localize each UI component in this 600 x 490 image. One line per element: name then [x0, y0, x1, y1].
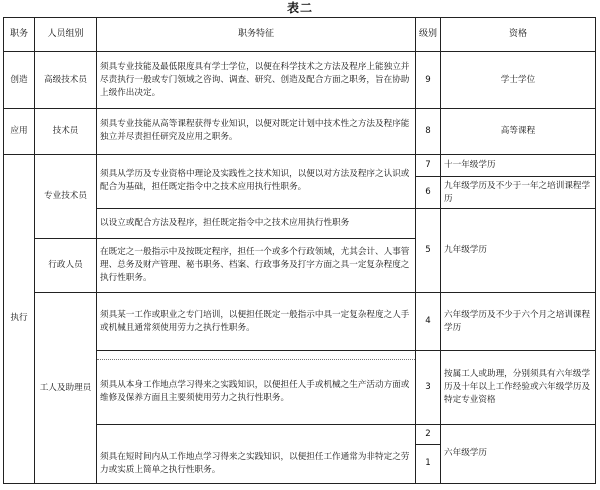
- cell-feature: 须具某一工作或职业之专门培训，以便担任既定一般指示中具一定复杂程度之人手或机械且通常须使用劳力之执行性职务。: [97, 293, 416, 351]
- cell-duty: 创造: [4, 52, 35, 109]
- cell-qualification: 按属工人或助理，分别须具有六年级学历及十年以上工作经验或六年级学历及特定专业资格: [441, 351, 596, 425]
- cell-qualification: 九年级学历及不少于一年之培训课程学历: [441, 177, 596, 208]
- cell-qualification: 十一年级学历: [441, 154, 596, 177]
- table-row: [4, 52, 596, 109]
- cell-grade: 5: [416, 208, 441, 293]
- cell-feature: 须具从本身工作地点学习得来之实践知识，以便担任人手或机械之生产活动方面或维修及保养方面且主要须使用劳力之执行性职务。: [97, 359, 416, 424]
- cell-grade: 7: [416, 154, 441, 177]
- cell-duty: 应用: [4, 109, 35, 155]
- table-row: [4, 109, 596, 155]
- cell-grade: 4: [416, 293, 441, 351]
- cell-grade: 1: [416, 444, 441, 483]
- cell-grade: 3: [416, 351, 441, 425]
- cell-feature: 在既定之一般指示中及按既定程序，担任一个或多个行政领域，尤其会计、人事管理、总务及财产管理、秘书职务、档案、行政事务及打字方面之具一定复杂程度之执行性职务。: [97, 238, 416, 293]
- table-row: [4, 154, 596, 177]
- table-title: 表二: [286, 1, 313, 15]
- cell-grade: 9: [416, 52, 441, 109]
- header-group: 人员组别: [35, 18, 97, 52]
- header-grade: 级别: [416, 18, 441, 52]
- header-feature: 职务特征: [97, 18, 416, 52]
- header-duty: 职务: [4, 18, 35, 52]
- table-row: [4, 293, 596, 351]
- cell-group: 工人及助理员: [35, 293, 97, 484]
- cell-grade: 6: [416, 177, 441, 208]
- cell-qualification: 六年级学历: [441, 424, 596, 483]
- cell-grade: 8: [416, 109, 441, 155]
- cell-group: 专业技术员: [35, 154, 97, 238]
- cell-group: 技术员: [35, 109, 97, 155]
- job-classification-table: [3, 17, 596, 484]
- cell-qualification: 六年级学历及不少于六个月之培训课程学历: [441, 293, 596, 351]
- cell-feature: 须具专业技能及最低限度具有学士学位，以便在科学技术之方法及程序上能独立并尽责执行一般或专门领域之咨询、调查、研究、创造及配合方面之职务，旨在协助上级作出决定。: [97, 52, 416, 109]
- cell-feature: 须具在短时间内从工作地点学习得来之实践知识，以便担任工作通常为非特定之劳力或实质上简单之执行性职务。: [97, 444, 416, 483]
- cell-feature-empty: [97, 351, 416, 359]
- cell-feature-empty: [97, 424, 416, 444]
- cell-grade: 2: [416, 424, 441, 444]
- cell-qualification: 学士学位: [441, 52, 596, 109]
- header-qualification: 资格: [441, 18, 596, 52]
- cell-qualification: 高等课程: [441, 109, 596, 155]
- cell-group: 行政人员: [35, 238, 97, 293]
- cell-feature: 须具从学历及专业资格中理论及实践性之技术知识，以便以对方法及程序之认识或配合为基础，担任既定指令中之技术应用执行性职务。: [97, 154, 416, 208]
- cell-group: 高级技术员: [35, 52, 97, 109]
- cell-feature: 以设立或配合方法及程序，担任既定指令中之技术应用执行性职务: [97, 208, 416, 238]
- cell-qualification: 九年级学历: [441, 208, 596, 293]
- cell-duty-execute: 执行: [4, 154, 35, 483]
- cell-feature: 须具专业技能从高等课程获得专业知识，以便对既定计划中技术性之方法及程序能独立并尽责担任研究及应用之职务。: [97, 109, 416, 155]
- header-row: [4, 18, 596, 52]
